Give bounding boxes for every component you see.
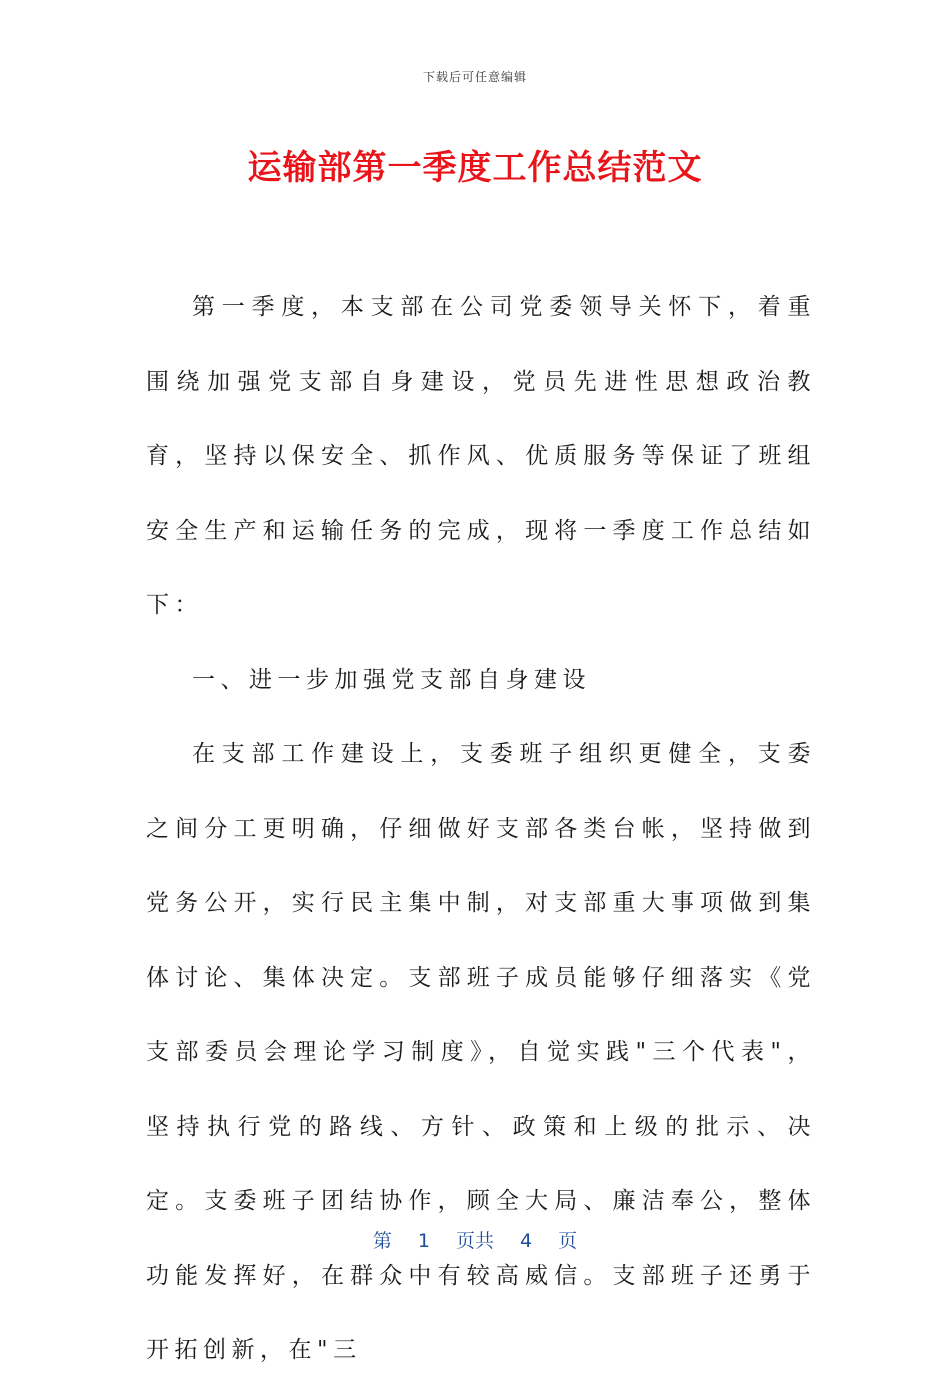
page-mid-label: 页共 — [455, 1230, 494, 1252]
section-heading-1: 一、进一步加强党支部自身建设 — [192, 666, 591, 693]
page-footer — [0, 1226, 950, 1253]
total-pages-number: 4 — [520, 1230, 533, 1252]
page-suffix: 页 — [558, 1230, 578, 1252]
page-prefix: 第 — [372, 1230, 392, 1252]
header-note: 下载后可任意编辑 — [422, 70, 527, 84]
current-page-number: 1 — [417, 1230, 430, 1252]
document-title: 运输部第一季度工作总结范文 — [247, 148, 703, 188]
paragraph-section-1: 在支部工作建设上，支委班子组织更健全，支委之间分工更明确，仔细做好支部各类台帐，坚持做到党务公开，实行民主集中制，对支部重大事项做到集体讨论、集体决定。支部班子成员能够仔细落实《党支部委员会理论学习制度》，自觉实践"三个代表"，坚持执行党的路线、方针、政策和上级的批示、决定。支委班子团结协作，顾全大局、廉洁奉公，整体功能发挥好，在群众中有较高威信。支部班子还勇于开拓创新，在"三 — [146, 741, 816, 1363]
document-body — [146, 270, 816, 1388]
paragraph-intro: 第一季度，本支部在公司党委领导关怀下，着重围绕加强党支部自身建设，党员先进性思想政治教育，坚持以保安全、抓作风、优质服务等保证了班组安全生产和运输任务的完成，现将一季度工作总结如下： — [146, 294, 816, 618]
